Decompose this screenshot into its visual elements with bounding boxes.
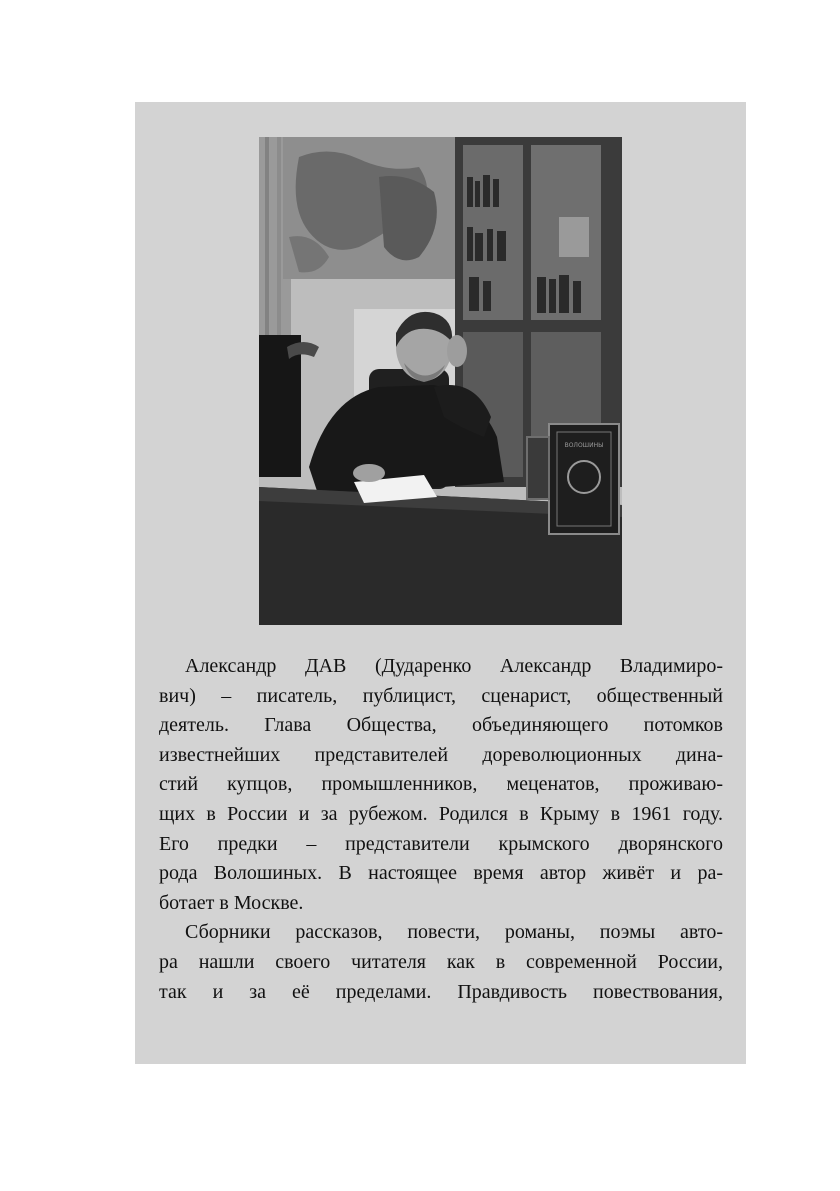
text-line: вич) – писатель, публицист, сценарист, общественный (159, 684, 723, 707)
text-line: ботает в Москве. (159, 891, 304, 914)
book-cover-title: ВОЛОШИНЫ (564, 442, 604, 449)
text-line: Сборники рассказов, повести, романы, поэмы авто- (185, 921, 723, 944)
author-bio (159, 652, 723, 1007)
author-photo (259, 137, 622, 625)
page-panel (135, 102, 746, 1064)
text-line: рода Волошиных. В настоящее время автор живёт и ра- (159, 862, 723, 885)
text-line: известнейших представителей дореволюционных дина- (159, 743, 723, 766)
text-line: Александр ДАВ (Дударенко Александр Владимиро- (185, 655, 723, 677)
text-line: деятель. Глава Общества, объединяющего потомков (159, 714, 723, 737)
text-line: щих в России и за рубежом. Родился в Крыму в 1961 году. (159, 802, 723, 825)
text-line: Его предки – представители крымского дворянского (159, 832, 723, 855)
text-line: стий купцов, промышленников, меценатов, проживаю- (159, 773, 723, 796)
author-portrait-image (259, 137, 622, 625)
text-line: так и за её пределами. Правдивость повествования, (159, 980, 723, 1003)
bio-paragraph-2 (159, 918, 723, 1007)
text-line: ра нашли своего читателя как в современной России, (159, 950, 723, 973)
bio-paragraph-1 (159, 652, 723, 918)
